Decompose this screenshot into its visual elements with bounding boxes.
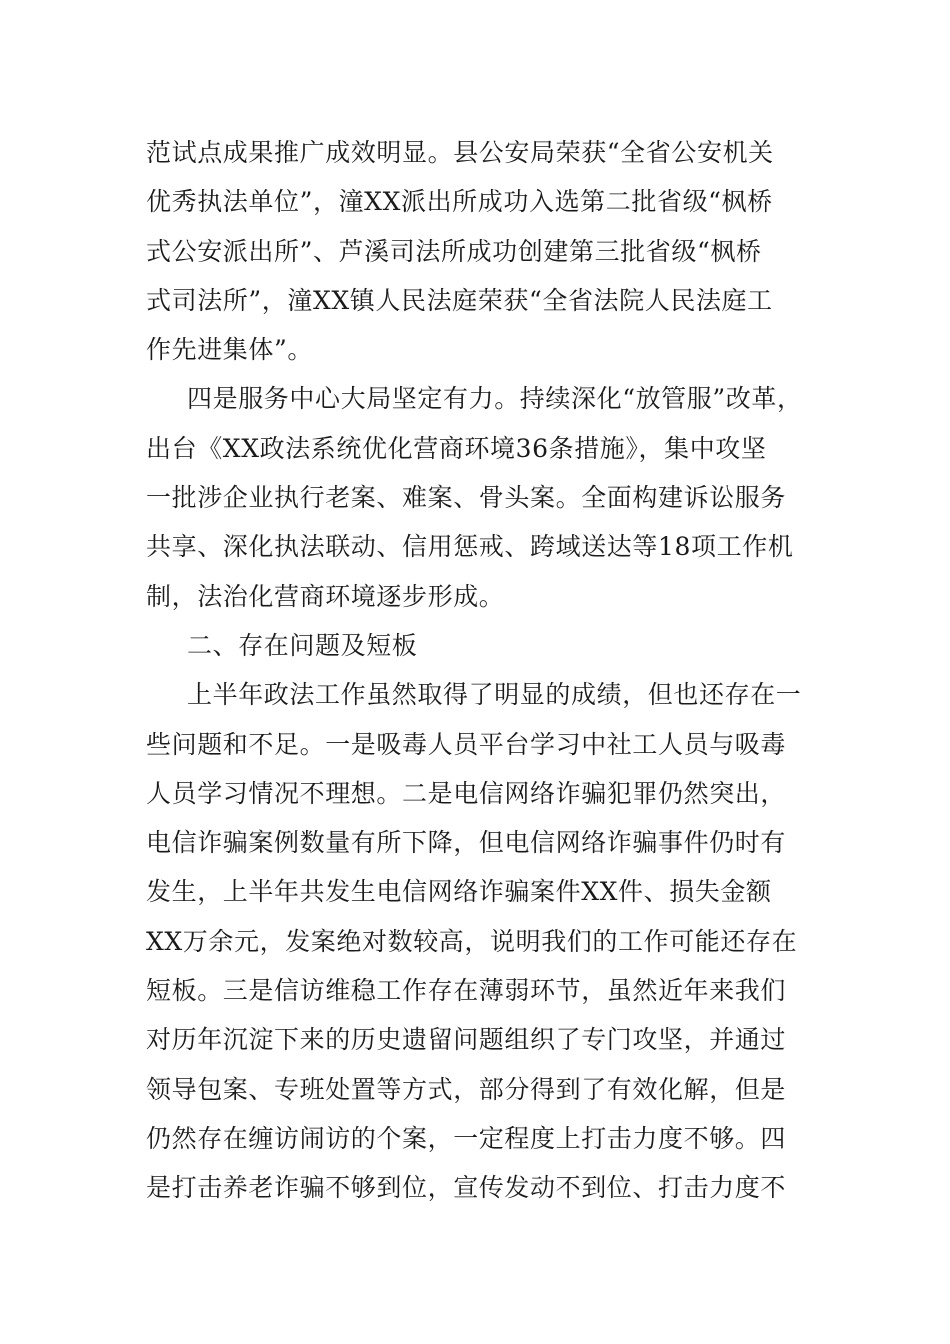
text-line: 制，法治化营商环境逐步形成。 xyxy=(146,581,505,611)
text-line: XX万余元，发案绝对数较高，说明我们的工作可能还存在 xyxy=(146,926,798,956)
text-line: 式司法所”，潼XX镇人民法庭荣获“全省法院人民法庭工 xyxy=(146,285,773,315)
text-line: 出台《XX政法系统优化营商环境36条措施》，集中攻坚 xyxy=(146,433,767,463)
text-line: 对历年沉淀下来的历史遗留问题组织了专门攻坚，并通过 xyxy=(146,1025,787,1055)
text-line: 是打击养老诈骗不够到位，宣传发动不到位、打击力度不 xyxy=(146,1173,787,1203)
text-line: 范试点成果推广成效明显。县公安局荣获“全省公安机关 xyxy=(146,138,774,167)
text-line: 作先进集体”。 xyxy=(146,335,313,365)
text-line: 共享、深化执法联动、信用惩戒、跨域送达等18项工作机 xyxy=(146,532,794,562)
text-line: 仍然存在缠访闹访的个案，一定程度上打击力度不够。四 xyxy=(146,1123,787,1153)
text-line: 电信诈骗案例数量有所下降，但电信网络诈骗事件仍时有 xyxy=(146,828,787,858)
text-line: 短板。三是信访维稳工作存在薄弱环节，虽然近年来我们 xyxy=(146,976,787,1006)
section-heading: 二、存在问题及短板 xyxy=(187,630,418,660)
text-line: 式公安派出所”、芦溪司法所成功创建第三批省级“枫桥 xyxy=(146,236,762,266)
document-body xyxy=(146,128,810,1213)
paragraph-start-line: 四是服务中心大局坚定有力。持续深化“放管服”改革， xyxy=(187,384,803,414)
text-line: 发生，上半年共发生电信网络诈骗案件XX件、损失金额 xyxy=(146,877,772,907)
text-line: 领导包案、专班处置等方式，部分得到了有效化解，但是 xyxy=(146,1074,787,1104)
text-line: 优秀执法单位”，潼XX派出所成功入选第二批省级“枫桥 xyxy=(146,187,773,217)
text-line: 些问题和不足。一是吸毒人员平台学习中社工人员与吸毒 xyxy=(146,729,787,759)
text-line: 一批涉企业执行老案、难案、骨头案。全面构建诉讼服务 xyxy=(146,483,787,513)
text-line: 人员学习情况不理想。二是电信网络诈骗犯罪仍然突出， xyxy=(146,778,787,808)
paragraph-start-line: 上半年政法工作虽然取得了明显的成绩，但也还存在一 xyxy=(187,680,802,710)
